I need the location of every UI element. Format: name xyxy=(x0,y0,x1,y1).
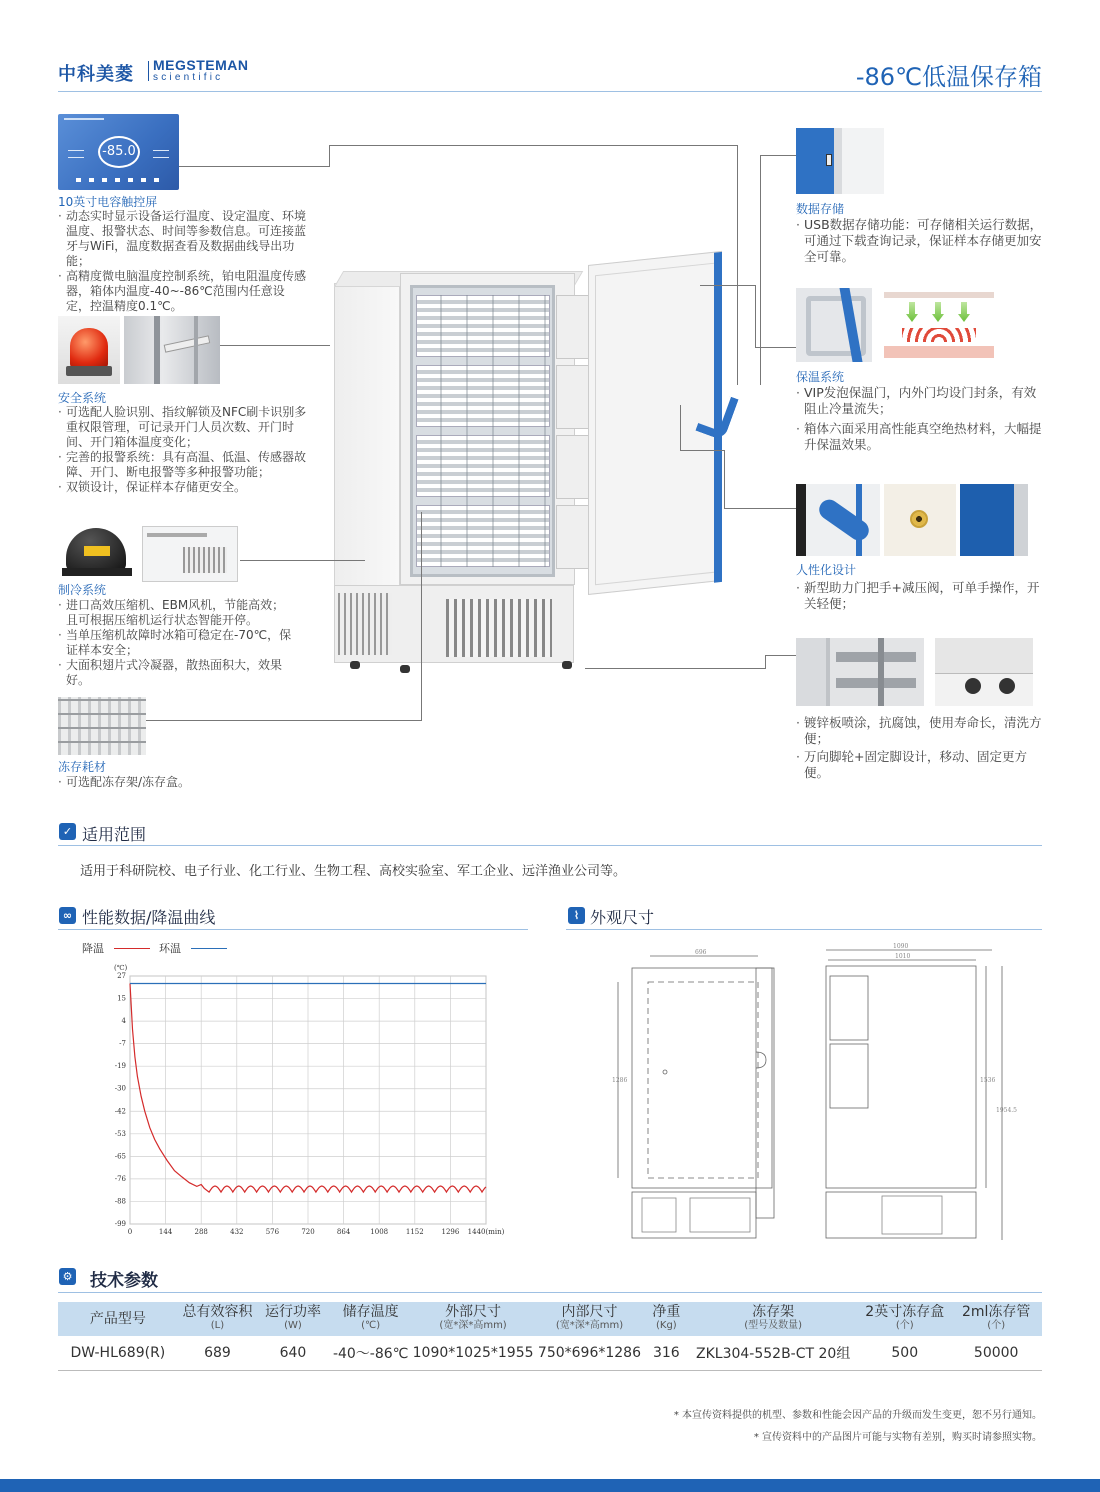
pressure-valve-image xyxy=(884,484,956,556)
dim-front-height: 1286 xyxy=(612,1077,628,1084)
legend-label-ambient: 环温 xyxy=(159,942,181,955)
spec-header-cell: 储存温度 (℃) xyxy=(329,1302,413,1336)
spec-cell-tubes: 50000 xyxy=(950,1336,1042,1370)
feature-item: · 高精度微电脑温度控制系统，铂电阻温度传感器，箱体内温度-40~-86℃范围内任意设定，控温精度0.1℃。 xyxy=(58,269,308,314)
feature-item: · 完善的报警系统：具有高温、低温、传感器故障、开门、断电报警等多种报警功能； xyxy=(58,450,308,480)
door-side-image xyxy=(960,484,1028,556)
x-tick-label: 144 xyxy=(158,1228,173,1236)
performance-divider xyxy=(58,929,528,930)
x-tick-label: 0 xyxy=(127,1228,133,1236)
feature-item: · 箱体六面采用高性能真空绝热材料，大幅提升保温效果。 xyxy=(796,421,1048,453)
spec-header-row xyxy=(58,1302,1042,1336)
connector-line xyxy=(760,155,796,156)
connector-line xyxy=(421,512,422,721)
freezer-rack-image xyxy=(58,697,146,755)
door-seal-image xyxy=(796,288,872,362)
spec-row xyxy=(58,1336,1042,1370)
chart-icon: ⌇ xyxy=(568,907,585,924)
y-tick-label: 4 xyxy=(121,1017,126,1026)
x-tick-label: 1440(min) xyxy=(467,1228,505,1236)
feature-item: · 新型助力门把手+减压阀，可单手操作，开关轻便； xyxy=(796,580,1044,612)
feature-item: · USB数据存储功能：可存储相关运行数据，可通过下载查询记录，保证样本存储更加安全可靠。 xyxy=(796,217,1044,265)
galvanized-interior-image xyxy=(796,638,924,706)
feature-item: · VIP发泡保温门，内外门均设门封条，有效阻止冷量流失； xyxy=(796,385,1048,417)
dim-side-height-total: 1954.5 xyxy=(996,1107,1017,1114)
feature-title-data-storage: 数据存储 xyxy=(796,202,845,216)
connector-line xyxy=(680,450,724,451)
y-tick-label: -42 xyxy=(114,1107,126,1116)
tools-icon: ⚙ xyxy=(59,1268,76,1285)
spec-cell-volume: 689 xyxy=(178,1336,257,1370)
x-tick-label: 432 xyxy=(230,1228,244,1236)
checkmark-icon: ✓ xyxy=(59,823,76,840)
connector-line xyxy=(585,668,765,669)
x-tick-label: 1296 xyxy=(441,1228,460,1236)
spec-cell-temp: -40～-86℃ xyxy=(329,1336,413,1370)
legend-label-cooling: 降温 xyxy=(82,942,104,955)
y-tick-label: -99 xyxy=(114,1220,126,1228)
x-tick-label: 864 xyxy=(336,1228,351,1236)
y-tick-label: -30 xyxy=(114,1084,126,1093)
dim-front-width: 696 xyxy=(695,949,707,956)
connector-line xyxy=(755,285,756,347)
spec-title: 技术参数 xyxy=(90,1271,158,1291)
feature-item: · 镀锌板喷涂，抗腐蚀，使用寿命长，清洗方便； xyxy=(796,715,1046,747)
dim-side-width-body: 1010 xyxy=(895,953,911,960)
dimension-drawing xyxy=(610,942,1040,1260)
feature-item: · 进口高效压缩机、EBM风机，节能高效；且可根据压缩机运行状态智能开停。 xyxy=(58,598,293,628)
connector-line xyxy=(700,285,755,286)
feature-list-ergonomic xyxy=(796,580,1044,612)
dim-side-width-total: 1090 xyxy=(893,943,909,950)
y-tick-label: -88 xyxy=(114,1197,126,1206)
disclaimer-note: * 宣传资料中的产品图片可能与实物有差别，购买时请参照实物。 xyxy=(753,1432,1042,1443)
footer-bar xyxy=(0,1479,1100,1492)
feature-list-cooling xyxy=(58,598,293,688)
chart-legend xyxy=(82,940,233,956)
feature-list-data-storage xyxy=(796,217,1044,265)
dimensions-divider xyxy=(566,929,1042,930)
y-tick-label: -76 xyxy=(114,1174,126,1183)
legend-swatch-ambient xyxy=(191,948,227,949)
spec-header-cell: 2ml冻存管 (个) xyxy=(950,1302,1042,1336)
feature-list-insulation xyxy=(796,385,1048,453)
feature-item: · 大面积翅片式冷凝器，散热面积大，效果好。 xyxy=(58,658,293,688)
x-tick-label: 1152 xyxy=(405,1228,424,1236)
spec-table xyxy=(58,1302,1042,1371)
cooling-curve-chart xyxy=(100,958,520,1242)
scope-divider xyxy=(58,845,1042,846)
feature-title-cooling: 制冷系统 xyxy=(58,583,107,597)
spec-header-cell: 外部尺寸 (宽*深*高mm) xyxy=(413,1302,534,1336)
spec-header-cell: 产品型号 xyxy=(58,1302,178,1336)
alarm-light-image xyxy=(58,316,120,384)
connector-line xyxy=(755,347,797,348)
screen-temp-readout: -85.0 xyxy=(102,144,136,159)
fan-unit-image xyxy=(142,526,238,582)
caster-wheel-image xyxy=(935,638,1033,706)
x-tick-label: 576 xyxy=(265,1228,280,1236)
feature-title-ergonomic: 人性化设计 xyxy=(796,563,857,577)
y-tick-label: -65 xyxy=(114,1152,126,1161)
scope-title: 适用范围 xyxy=(82,825,147,844)
connector-line xyxy=(765,655,796,656)
logo-en: MEGSTEMAN xyxy=(153,57,249,73)
spec-header-cell: 冻存架 (型号及数量) xyxy=(687,1302,859,1336)
connector-line xyxy=(724,508,796,509)
y-tick-label: -7 xyxy=(119,1039,126,1048)
feature-list-safety xyxy=(58,405,308,495)
spec-header-cell: 内部尺寸 (宽*深*高mm) xyxy=(534,1302,646,1336)
connector-line xyxy=(765,655,766,669)
connector-line xyxy=(329,145,737,146)
door-lock-image xyxy=(124,316,220,384)
freezer-illustration xyxy=(330,255,730,680)
usb-port-image xyxy=(796,128,884,194)
spec-header-cell: 2英寸冻存盒 (个) xyxy=(859,1302,950,1336)
feature-title-consumables: 冻存耗材 xyxy=(58,760,107,774)
spec-cell-rack: ZKL304-552B-CT 20组 xyxy=(687,1336,859,1370)
y-tick-label: -53 xyxy=(114,1129,126,1138)
spec-cell-weight: 316 xyxy=(645,1336,687,1370)
y-tick-label: 27 xyxy=(117,972,126,980)
feature-title-insulation: 保温系统 xyxy=(796,370,845,384)
feature-list-touchscreen xyxy=(58,209,308,314)
connector-line xyxy=(146,720,421,721)
link-icon: ∞ xyxy=(59,907,76,924)
y-tick-label: 15 xyxy=(117,994,126,1003)
feature-item: · 可选配人脸识别、指纹解锁及NFC刷卡识别多重权限管理，可记录开门人员次数、开门时间、开门箱体温度变化； xyxy=(58,405,308,450)
logo-sub: scientific xyxy=(153,72,224,83)
x-tick-label: 720 xyxy=(301,1228,315,1236)
x-tick-label: 1008 xyxy=(370,1228,389,1236)
page-title: -86℃低温保存箱 xyxy=(855,63,1042,91)
connector-line xyxy=(724,450,725,508)
page-header xyxy=(0,0,1100,96)
connector-line xyxy=(220,345,330,346)
spec-header-cell: 运行功率 (W) xyxy=(257,1302,329,1336)
door-handle-image xyxy=(796,484,880,556)
connector-line xyxy=(240,560,365,561)
compressor-image xyxy=(58,516,138,584)
feature-title-safety: 安全系统 xyxy=(58,391,107,405)
feature-title-touchscreen: 10英寸电容触控屏 xyxy=(58,195,158,209)
scope-text: 适用于科研院校、电子行业、化工行业、生物工程、高校实验室、军工企业、远洋渔业公司等。 xyxy=(80,864,627,879)
feature-item: · 动态实时显示设备运行温度、设定温度、环境温度、报警状态、时间等参数信息。可连接蓝牙与WiFi，温度数据查看及数据曲线导出功能； xyxy=(58,209,308,269)
connector-line xyxy=(329,145,330,167)
connector-line xyxy=(680,405,681,450)
spec-cell-power: 640 xyxy=(257,1336,329,1370)
dimensions-title: 外观尺寸 xyxy=(590,908,655,927)
spec-cell-model: DW-HL689(R) xyxy=(58,1336,178,1370)
x-tick-label: 288 xyxy=(194,1228,208,1236)
connector-line xyxy=(179,166,329,167)
feature-item: · 当单压缩机故障时冰箱可稳定在-70℃，保证样本安全； xyxy=(58,628,293,658)
insulation-diagram xyxy=(880,290,998,362)
logo-cn: 中科美菱 xyxy=(58,64,134,85)
spec-divider xyxy=(58,1292,1042,1293)
logo-divider xyxy=(148,61,149,81)
spec-cell-boxes: 500 xyxy=(859,1336,950,1370)
feature-item: · 可选配冻存架/冻存盒。 xyxy=(58,775,308,790)
y-tick-label: -19 xyxy=(114,1062,126,1071)
header-divider xyxy=(58,91,1042,92)
spec-cell-outer-size: 1090*1025*1955 xyxy=(413,1336,534,1370)
spec-header-cell: 总有效容积 (L) xyxy=(178,1302,257,1336)
dim-side-height-body: 1536 xyxy=(980,1077,996,1084)
y-axis-unit: (℃) xyxy=(114,964,128,972)
performance-title: 性能数据/降温曲线 xyxy=(82,908,216,927)
legend-swatch-cooling xyxy=(114,948,150,949)
feature-item: · 万向脚轮+固定脚设计，移动、固定更方便。 xyxy=(796,749,1046,781)
spec-header-cell: 净重 (Kg) xyxy=(645,1302,687,1336)
connector-line xyxy=(760,155,761,385)
feature-list-consumables xyxy=(58,775,308,790)
connector-line xyxy=(737,145,738,385)
spec-cell-inner-size: 750*696*1286 xyxy=(534,1336,646,1370)
touchscreen-image xyxy=(58,114,179,190)
feature-item: · 双锁设计，保证样本存储更安全。 xyxy=(58,480,308,495)
feature-list-build xyxy=(796,715,1046,781)
disclaimer-note: * 本宣传资料提供的机型、参数和性能会因产品的升级而发生变更，恕不另行通知。 xyxy=(673,1410,1042,1421)
